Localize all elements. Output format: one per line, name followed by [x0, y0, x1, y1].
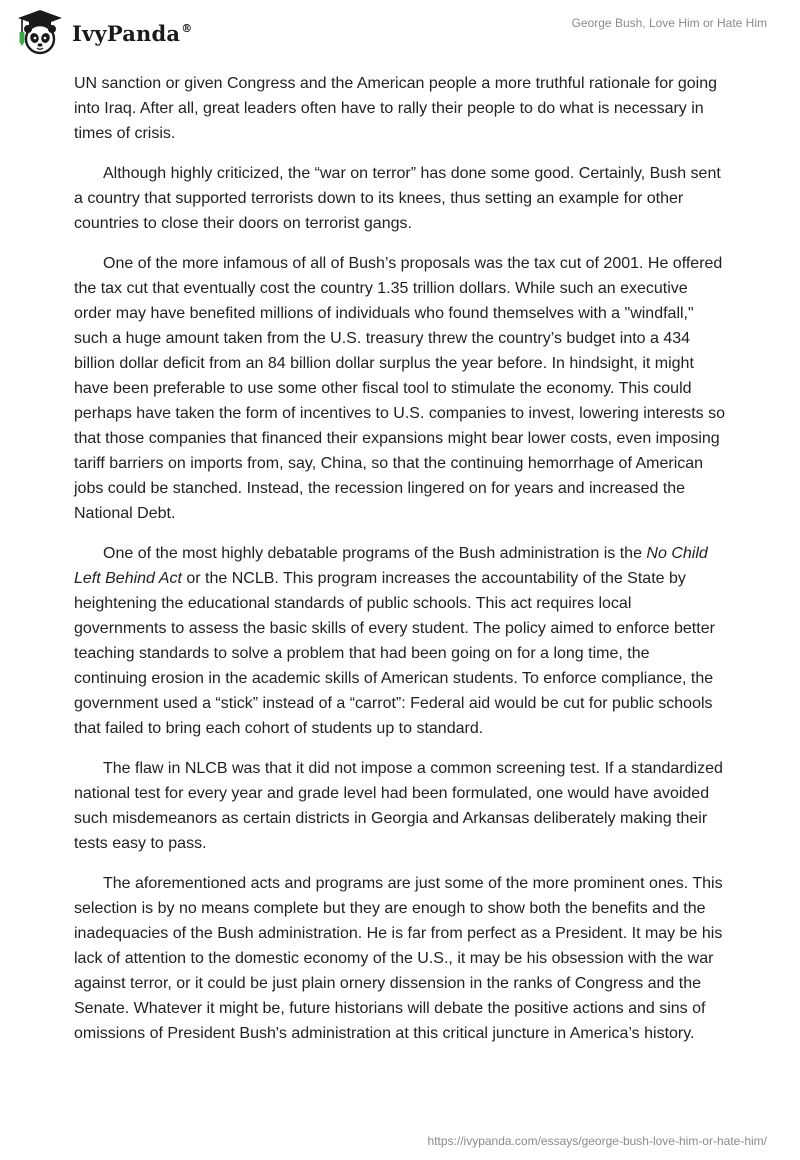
- brand-name: [72, 21, 192, 46]
- paragraph-conclusion: The aforementioned acts and programs are just some of the more prominent ones. This selection is by no means complete but they are enough to show both the benefits and the inadequacies of the Bush administration. He is far from perfect as a President. It may be his lack of attention to the domestic economy of the U.S., it may be his obsession with the war against terror, or it could be just plain ornery dissension in the ranks of Congress and the Senate. Whatever it might be, future historians will debate the positive actions and sins of omissions of President Bush's administration at this critical juncture in America’s history.: [74, 875, 723, 1042]
- nclb-text-before: One of the most highly debatable programs of the Bush administration is the: [103, 545, 647, 562]
- registered-mark: ®: [181, 21, 193, 35]
- document-title: George Bush, Love Him or Hate Him: [571, 16, 767, 30]
- paragraph-war-on-terror: Although highly criticized, the “war on terror” has done some good. Certainly, Bush sent a country that supported terrorists down to its knees, thus setting an example for other countries to close their doors on terrorist gangs.: [74, 165, 721, 232]
- ivypanda-logo[interactable]: [14, 8, 192, 56]
- paragraph-tax-cut: One of the more infamous of all of Bush’s proposals was the tax cut of 2001. He offered the tax cut that eventually cost the country 1.35 trillion dollars. While such an executive order may have benefited millions of individuals who found themselves with a "windfall," such a huge amount taken from the U.S. treasury threw the country’s budget into a 434 billion dollar deficit from an 84 billion dollar surplus the year before. In hindsight, it might have been preferable to use some other fiscal tool to stimulate the economy. This could perhaps have taken the form of incentives to U.S. companies to invest, lowering interests so that those companies that financed their expansions might bear lower costs, even imposing tariff barriers on imports from, say, China, so that the continuing hemorrhage of American jobs could be stanched. Instead, the recession lingered on for years and increased the National Debt.: [74, 255, 725, 522]
- paragraph-nclb: [74, 541, 726, 741]
- panda-graduate-icon: [14, 8, 66, 56]
- paragraph-continuation: UN sanction or given Congress and the American people a more truthful rationale for going into Iraq. After all, great leaders often have to rally their people to do what is necessary in times of crisis.: [74, 75, 718, 142]
- page-header: [0, 0, 800, 64]
- nclb-act-title: No Child Left Behind Act: [74, 545, 708, 587]
- brand-name-text: IvyPanda: [72, 20, 181, 46]
- paragraph-nclb-flaw: The flaw in NLCB was that it did not impose a common screening test. If a standardized national test for every year and grade level had been formulated, one would have avoided such misdemeanors as certain districts in Georgia and Arkansas deliberately making their tests easy to pass.: [74, 760, 723, 852]
- nclb-text-after: or the NCLB. This program increases the accountability of the State by heightening the educational standards of public schools. This act requires local governments to assess the basic skills of every student. The policy aimed to enforce better teaching standards to solve a problem that had been going on for a long time, the continuing erosion in the academic skills of American students. To enforce compliance, the government used a “stick” instead of a “carrot”: Federal aid would be cut for public schools that failed to bring each cohort of students up to standard.: [74, 570, 715, 737]
- essay-body: [74, 71, 726, 1061]
- source-url-link[interactable]: https://ivypanda.com/essays/george-bush-love-him-or-hate-him/: [427, 1134, 767, 1148]
